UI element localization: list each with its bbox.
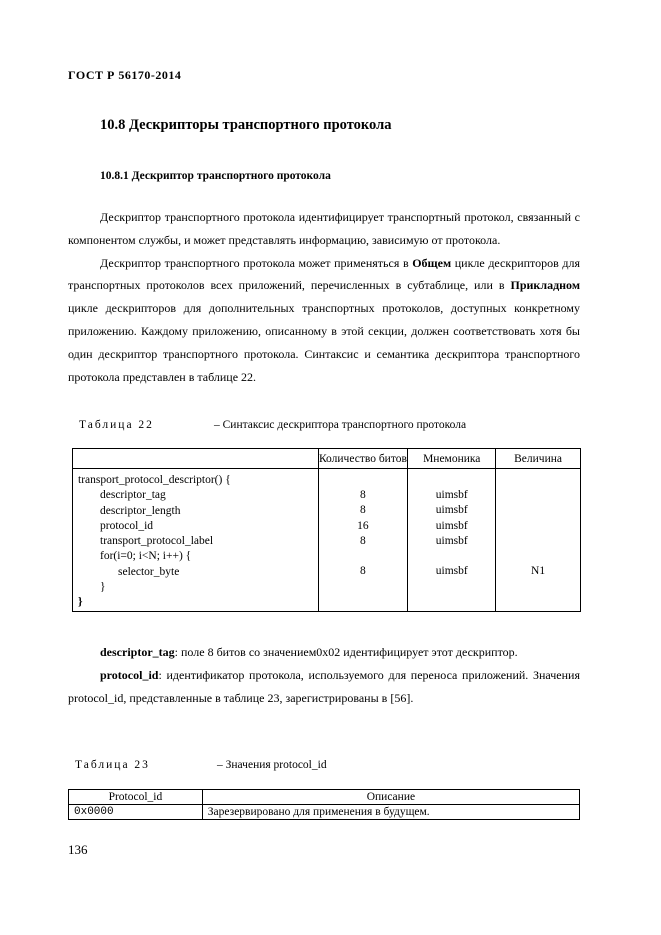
code-line: protocol_id — [100, 519, 154, 532]
table-22-bits-cell — [318, 469, 408, 612]
body-text — [68, 206, 580, 388]
size-value — [496, 488, 580, 503]
size-value — [496, 519, 580, 534]
table-22-mnemonic-cell — [408, 469, 496, 612]
code-line: for(i=0; i<N; i++) { — [100, 550, 192, 563]
table-22-header-row — [73, 449, 581, 469]
paragraph-1: Дескриптор транспортного протокола идентифицирует транспортный протокол, связанный с компонентом службы, и может представлять информацию, зависимую от протокола. — [68, 210, 580, 247]
mnemonic-value: uimsbf — [435, 504, 468, 517]
size-value — [496, 503, 580, 518]
table-22-header-mnemonic: Мнемоника — [408, 449, 496, 469]
mnemonic-value: uimsbf — [435, 519, 468, 532]
definition-term: protocol_id — [100, 667, 159, 682]
code-line: descriptor_tag — [100, 489, 166, 502]
table-22-header-syntax — [73, 449, 319, 469]
table-23-caption — [75, 759, 575, 775]
table-23-title: – Значения protocol_id — [217, 759, 327, 771]
table-23-header-row — [69, 790, 580, 805]
bits-value: 8 — [360, 565, 366, 578]
bits-value: 8 — [360, 504, 366, 517]
bits-value: 8 — [360, 534, 366, 547]
table-22-syntax-cell — [73, 469, 319, 612]
table-22 — [72, 448, 581, 612]
mnemonic-value: uimsbf — [435, 534, 468, 547]
mnemonic-value: uimsbf — [435, 489, 468, 501]
table-23-header-desc: Описание — [202, 790, 579, 805]
code-line: descriptor_length — [100, 504, 181, 517]
definition-term: descriptor_tag — [100, 645, 175, 659]
mnemonic-value: uimsbf — [435, 565, 468, 578]
size-value: N1 — [531, 565, 546, 578]
subsection-title: 10.8.1 Дескриптор транспортного протокола — [100, 170, 331, 182]
code-line: } — [78, 596, 83, 609]
table-23-header-id: Protocol_id — [69, 790, 203, 805]
table-23 — [68, 789, 580, 820]
bits-value: 16 — [357, 519, 369, 532]
code-line: } — [100, 581, 106, 594]
protocol-id-cell: 0x0000 — [69, 805, 203, 820]
code-line: selector_byte — [118, 565, 180, 578]
table-22-value-cell — [496, 469, 581, 612]
size-value — [496, 534, 580, 549]
protocol-desc-cell: Зарезервировано для применения в будущем. — [202, 805, 579, 820]
mnemonic-value — [408, 549, 495, 564]
table-22-title: – Синтаксис дескриптора транспортного протокола — [214, 419, 467, 431]
bits-value: 8 — [360, 489, 366, 501]
code-line: transport_protocol_descriptor() { — [78, 474, 231, 486]
definition-protocol-id: protocol_id: идентификатор протокола, используемого для переноса приложений. Значения protocol_id, представленные в таблице 23, зарегистрированы в [56]. — [68, 667, 580, 705]
code-line: transport_protocol_label — [100, 535, 214, 548]
paragraph-2: Дескриптор транспортного протокола может применяться в Общем цикле дескрипторов для транспортных протоколов всех приложений, перечисленных в субтаблице, или в Прикладном цикле дескрипторов для дополнительных транспортных протоколов, доступных конкретному приложению. Каждому приложению, описанному в этой секции, должен соответствовать хотя бы один дескриптор транспортного протокола. Синтаксис и семантика дескриптора транспортного протокола представлен в таблице 22. — [68, 255, 580, 384]
size-value — [496, 549, 580, 564]
table-22-header-bits: Количество битов — [318, 449, 408, 469]
page-number: 136 — [68, 842, 88, 857]
table-22-label: Таблица 22 — [79, 419, 154, 431]
section-title: 10.8 Дескрипторы транспортного протокола — [100, 117, 392, 133]
table-23-label: Таблица 23 — [75, 759, 150, 771]
document-header: ГОСТ Р 56170-2014 — [68, 68, 182, 82]
bits-value — [319, 549, 408, 564]
table-row — [69, 805, 580, 820]
table-22-header-value: Величина — [496, 449, 581, 469]
table-22-caption — [79, 419, 579, 435]
definitions — [68, 641, 580, 709]
definition-descriptor-tag: descriptor_tag: поле 8 битов со значением0х02 идентифицирует этот дескриптор. — [100, 645, 518, 659]
table-22-body-row — [73, 469, 581, 612]
